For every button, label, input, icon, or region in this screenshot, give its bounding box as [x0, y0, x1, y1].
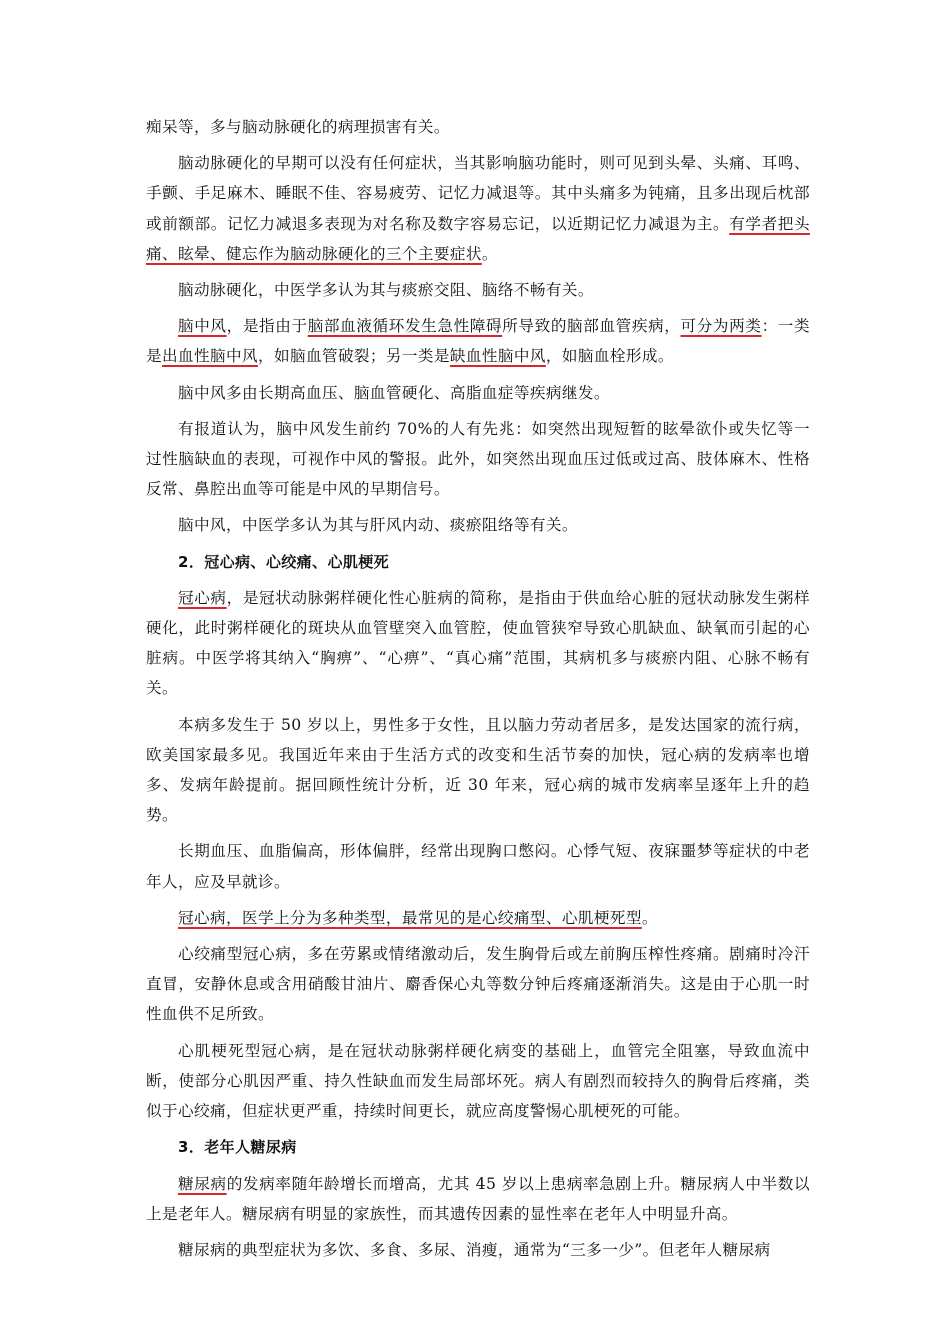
- highlighted-text: 脑部血液循环发生急性障碍: [307, 317, 503, 336]
- highlighted-text: 冠心病: [178, 588, 227, 607]
- text-segment: 的发病率随年龄增长而增高，尤其 45 岁以上患病率急剧上升。糖尿病人中半数以上是老年人。糖尿病有明显的家族性，而其遗传因素的显性率在老年人中明显升高。: [146, 1174, 810, 1223]
- text-segment: 痴呆等，多与脑动脉硬化的病理损害有关。: [146, 118, 450, 136]
- paragraph: [146, 1169, 810, 1229]
- paragraph: [146, 112, 810, 142]
- text-segment: 脑中风多由长期高血压、脑血管硬化、高脂血症等疾病继发。: [178, 383, 610, 402]
- paragraph: [146, 311, 810, 371]
- paragraph: [146, 710, 810, 831]
- paragraph: [146, 1036, 810, 1127]
- text-segment: 脑中风，中医学多认为其与肝风内动、痰瘀阻络等有关。: [178, 516, 578, 535]
- highlighted-text: 冠心病，医学上分为多种类型，最常见的是心绞痛型、心肌梗死型: [178, 908, 642, 927]
- paragraph: [146, 836, 810, 896]
- paragraph: [146, 275, 810, 305]
- text-segment: 所导致的脑部血管疾病，: [502, 317, 681, 336]
- document-page: [146, 112, 810, 1271]
- highlighted-text: 可分为两类: [680, 317, 762, 336]
- paragraph: [146, 939, 810, 1030]
- text-segment: 脑动脉硬化的早期可以没有任何症状，当其影响脑功能时，则可见到头晕、头痛、耳鸣、手颤、手足麻木、睡眠不佳、容易疲劳、记忆力减退等。其中头痛多为钝痛，且多出现后枕部或前额部。记忆力减退多表现为对名称及数字容易忘记，以近期记忆力减退为主。: [146, 154, 810, 233]
- highlighted-text: 缺血性脑中风: [449, 347, 546, 366]
- paragraph: [146, 510, 810, 540]
- text-segment: 有报道认为，脑中风发生前约 70%的人有先兆：如突然出现短暂的眩晕欲仆或失忆等一过性脑缺血的表现，可视作中风的警报。此外，如突然出现血压过低或过高、肢体麻木、性格反常、鼻腔出血等可能是中风的早期信号。: [146, 419, 810, 499]
- text-segment: ：一类是: [146, 317, 810, 366]
- highlighted-text: 脑中风: [178, 317, 227, 336]
- text-segment: 脑动脉硬化，中医学多认为其与痰瘀交阻、脑络不畅有关。: [178, 281, 594, 300]
- text-segment: 糖尿病的典型症状为多饮、多食、多尿、消瘦，通常为“三多一少”。但老年人糖尿病: [178, 1240, 771, 1259]
- highlighted-text: 有学者把头痛、眩晕、健忘作为脑动脉硬化的三个主要症状: [146, 214, 810, 263]
- text-segment: 。: [641, 908, 658, 927]
- paragraph: [146, 1235, 810, 1265]
- section-heading: 3．老年人糖尿病: [178, 1138, 297, 1157]
- text-segment: 。: [481, 244, 498, 263]
- paragraph: [146, 378, 810, 408]
- paragraph: [146, 148, 810, 269]
- paragraph: [146, 414, 810, 505]
- text-segment: 长期血压、血脂偏高，形体偏胖，经常出现胸口憋闷。心悸气短、夜寐噩梦等症状的中老年人，应及早就诊。: [146, 842, 810, 891]
- text-segment: ，是冠状动脉粥样硬化性心脏病的简称，是指由于供血给心脏的冠状动脉发生粥样硬化，此时粥样硬化的斑块从血管壁突入血管腔，使血管狭窄导致心肌缺血、缺氧而引起的心脏病。中医学将其纳入“胸痹”、“心痹”、“真心痛”范围，其病机多与痰瘀内阻、心脉不畅有关。: [146, 588, 811, 698]
- text-segment: 心肌梗死型冠心病，是在冠状动脉粥样硬化病变的基础上，血管完全阻塞，导致血流中断，使部分心肌因严重、持久性缺血而发生局部坏死。病人有剧烈而较持久的胸骨后疼痛，类似于心绞痛，但症状更严重，持续时间更长，就应高度警惕心肌梗死的可能。: [146, 1041, 810, 1121]
- paragraph: [146, 903, 810, 933]
- highlighted-text: 出血性脑中风: [162, 347, 258, 366]
- text-segment: ，如脑血栓形成。: [545, 347, 674, 366]
- text-segment: ，是指由于: [226, 317, 308, 336]
- highlighted-text: 糖尿病: [178, 1174, 227, 1193]
- text-segment: ，如脑血管破裂；另一类是: [257, 347, 450, 366]
- text-segment: 本病多发生于 50 岁以上，男性多于女性，且以脑力劳动者居多，是发达国家的流行病，欧美国家最多见。我国近年来由于生活方式的改变和生活节奏的加快，冠心病的发病率也增多、发病年龄提前。据回顾性统计分析，近 30 年来，冠心病的城市发病率呈逐年上升的趋势。: [146, 715, 810, 825]
- text-segment: 心绞痛型冠心病，多在劳累或情绪激动后，发生胸骨后或左前胸压榨性疼痛。剧痛时冷汗直冒，安静休息或含用硝酸甘油片、麝香保心丸等数分钟后疼痛逐渐消失。这是由于心肌一时性血供不足所致。: [146, 945, 810, 1024]
- paragraph: [146, 583, 810, 704]
- section-heading: 2．冠心病、心绞痛、心肌梗死: [178, 552, 390, 571]
